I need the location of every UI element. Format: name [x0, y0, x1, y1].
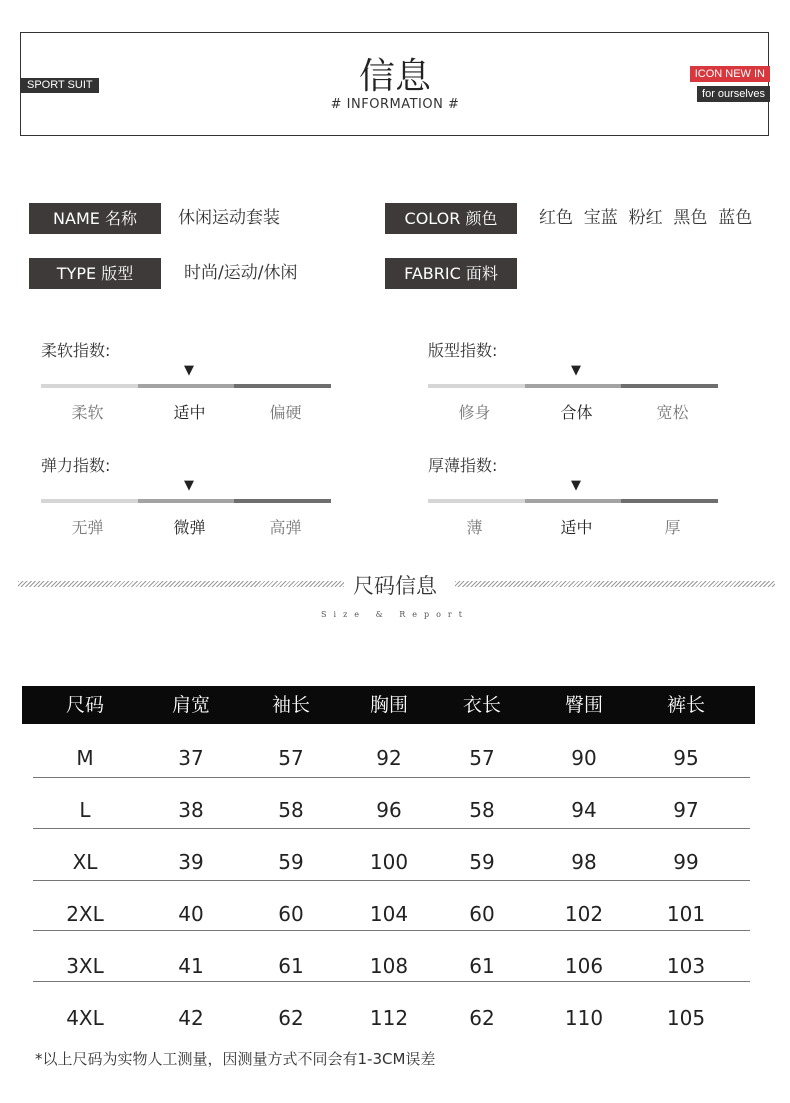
table-cell: 58 [469, 798, 495, 822]
color-value: 红色 宝蓝 粉红 黑色 蓝色 [539, 208, 753, 228]
fit-indicator-icon: ▼ [571, 363, 581, 378]
size-section-title: 尺码信息 [353, 574, 437, 598]
for-ourselves-tag: for ourselves [697, 86, 770, 102]
name-label: NAME 名称 [29, 203, 161, 234]
table-cell: 103 [666, 954, 706, 978]
table-cell: 90 [571, 746, 597, 770]
thickness-option: 薄 [466, 518, 483, 537]
table-cell: 99 [673, 850, 699, 874]
name-value: 休闲运动套装 [178, 208, 280, 228]
table-cell: 98 [571, 850, 597, 874]
table-cell: 101 [666, 902, 706, 926]
size-section-subtitle: Size & Report [321, 610, 469, 619]
table-cell: 92 [376, 746, 402, 770]
table-cell: 60 [278, 902, 304, 926]
table-cell: 105 [666, 1006, 706, 1030]
softness-option: 柔软 [71, 403, 104, 422]
fit-option-selected: 合体 [560, 403, 593, 422]
table-cell: 62 [278, 1006, 304, 1030]
row-divider [33, 981, 750, 982]
table-header-cell: 尺码 [65, 694, 104, 716]
type-value: 时尚/运动/休闲 [184, 263, 298, 283]
table-cell: 39 [178, 850, 204, 874]
table-cell: 40 [178, 902, 204, 926]
table-cell: 38 [178, 798, 204, 822]
softness-option: 偏硬 [269, 403, 302, 422]
table-cell: 57 [469, 746, 495, 770]
softness-bar-segment [234, 384, 331, 388]
elasticity-option: 高弹 [269, 518, 302, 537]
elasticity-index-title: 弹力指数: [41, 456, 111, 475]
table-cell: 58 [278, 798, 304, 822]
table-cell: 104 [369, 902, 409, 926]
elasticity-option: 无弹 [71, 518, 104, 537]
fit-option: 修身 [458, 403, 491, 422]
icon-new-in-tag: ICON NEW IN [690, 66, 770, 82]
type-label: TYPE 版型 [29, 258, 161, 289]
fit-option: 宽松 [656, 403, 689, 422]
sport-suit-tag: SPORT SUIT [21, 78, 99, 93]
fit-bar-segment [525, 384, 621, 388]
elasticity-bar-segment [138, 499, 234, 503]
row-divider [33, 930, 750, 931]
table-cell: 41 [178, 954, 204, 978]
fit-bar-segment [428, 384, 525, 388]
table-cell: 108 [369, 954, 409, 978]
table-cell: 61 [278, 954, 304, 978]
thickness-bar-segment [621, 499, 718, 503]
elasticity-bar-segment [234, 499, 331, 503]
row-divider [33, 880, 750, 881]
softness-index-title: 柔软指数: [41, 341, 111, 360]
table-cell: 62 [469, 1006, 495, 1030]
table-header-cell: 衣长 [462, 694, 501, 716]
table-cell: 57 [278, 746, 304, 770]
thickness-bar-segment [525, 499, 621, 503]
elasticity-option-selected: 微弹 [173, 518, 206, 537]
table-cell: 59 [469, 850, 495, 874]
row-divider [33, 828, 750, 829]
table-header-cell: 袖长 [271, 694, 310, 716]
page-title: 信息 [358, 56, 431, 97]
table-cell: 60 [469, 902, 495, 926]
thickness-index-title: 厚薄指数: [428, 456, 498, 475]
table-cell: 3XL [66, 954, 104, 978]
elasticity-indicator-icon: ▼ [184, 478, 194, 493]
table-cell: 42 [178, 1006, 204, 1030]
table-header-cell: 胸围 [369, 694, 408, 716]
table-header-cell: 肩宽 [171, 694, 210, 716]
table-cell: L [79, 798, 91, 822]
softness-indicator-icon: ▼ [184, 363, 194, 378]
table-cell: 2XL [66, 902, 104, 926]
thickness-bar-segment [428, 499, 525, 503]
softness-option-selected: 适中 [173, 403, 206, 422]
softness-bar-segment [138, 384, 234, 388]
table-cell: 95 [673, 746, 699, 770]
table-cell: XL [72, 850, 98, 874]
table-cell: 106 [564, 954, 604, 978]
page-subtitle: # INFORMATION # [330, 97, 460, 112]
fabric-label: FABRIC 面料 [385, 258, 517, 289]
thickness-option-selected: 适中 [560, 518, 593, 537]
thickness-indicator-icon: ▼ [571, 478, 581, 493]
table-cell: 37 [178, 746, 204, 770]
table-cell: 61 [469, 954, 495, 978]
table-header-cell: 裤长 [666, 694, 705, 716]
table-cell: 94 [571, 798, 597, 822]
table-cell: M [76, 746, 94, 770]
table-cell: 96 [376, 798, 402, 822]
table-cell: 100 [369, 850, 409, 874]
table-cell: 59 [278, 850, 304, 874]
table-cell: 97 [673, 798, 699, 822]
fit-index-title: 版型指数: [428, 341, 498, 360]
table-header-cell: 臀围 [564, 694, 603, 716]
elasticity-bar-segment [41, 499, 138, 503]
fit-bar-segment [621, 384, 718, 388]
table-cell: 110 [564, 1006, 604, 1030]
table-cell: 102 [564, 902, 604, 926]
table-cell: 112 [369, 1006, 409, 1030]
color-label: COLOR 颜色 [385, 203, 517, 234]
thickness-option: 厚 [664, 518, 681, 537]
measurement-footnote: *以上尺码为实物人工测量，因测量方式不同会有1-3CM误差 [35, 1050, 436, 1068]
row-divider [33, 777, 750, 778]
table-cell: 4XL [66, 1006, 104, 1030]
softness-bar-segment [41, 384, 138, 388]
